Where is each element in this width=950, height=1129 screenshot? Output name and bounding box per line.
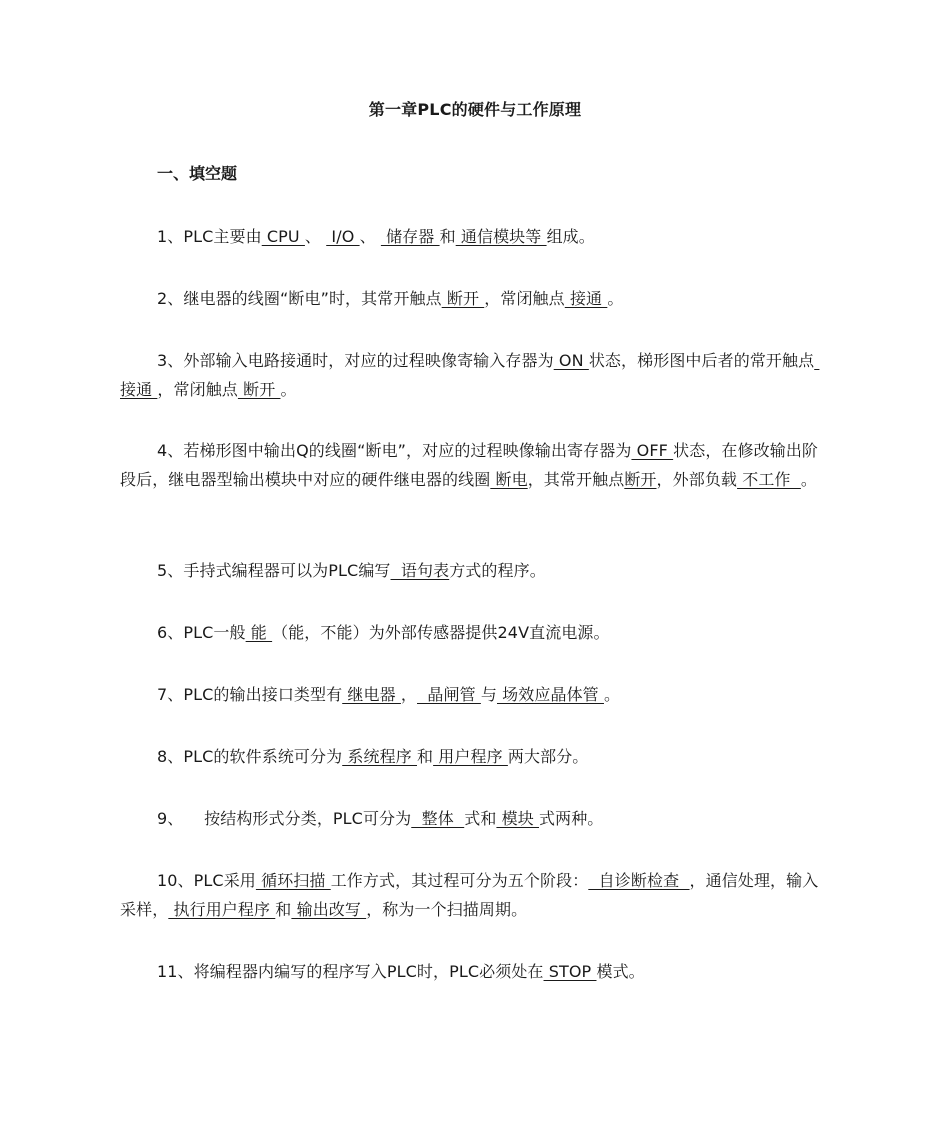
question-text: 工作方式，其过程可分为五个阶段： [330,871,589,890]
question-text: 。 [800,470,817,489]
question-3 [120,346,832,404]
question-text: 和 [439,227,456,246]
question-5 [120,556,832,585]
question-text: 。 [280,380,297,399]
answer-blank: 不工作 [737,470,801,489]
question-text: 9、 按结构形式分类，PLC可分为 [157,809,412,828]
question-2 [120,284,832,313]
answer-blank: 系统程序 [342,747,417,766]
question-text: 两大部分。 [507,747,589,766]
answer-blank: CPU [261,227,305,246]
question-text: 式两种。 [539,809,604,828]
answer-blank: 整体 [411,809,465,828]
question-text: 10、PLC采用 [157,871,256,890]
question-text: ，常闭触点 [157,380,238,399]
question-text: 状态，在修改输出阶段后，继电器型输出模块中对应的硬件继电器的线圈 [120,441,819,489]
section-heading: 一、填空题 [157,164,238,183]
question-10 [120,866,832,924]
question-7 [120,680,832,709]
question-text: 6、PLC一般 [157,623,246,642]
answer-blank: 能 [245,623,273,642]
question-text: 与 [480,685,497,704]
question-text: 模式。 [596,962,645,981]
question-text: 3、外部输入电路接通时，对应的过程映像寄输入存器为 [157,351,554,370]
answer-blank: 模块 [496,809,539,828]
question-text: 8、PLC的软件系统可分为 [157,747,343,766]
question-text: 和 [275,900,292,919]
question-text: 方式的程序。 [449,561,546,580]
question-text: ，外部负载 [656,470,738,489]
answer-blank: 断开 [441,289,485,308]
answer-blank: 接通 [120,351,820,399]
question-text: 、 [304,227,327,246]
question-text: ，通信处理，输入采样， [120,871,819,919]
question-text: 7、PLC的输出接口类型有 [157,685,343,704]
answer-blank: 输出改写 [291,900,367,919]
answer-blank: 通信模块等 [455,227,547,246]
answer-blank: STOP [543,962,597,981]
answer-blank: 断电 [490,470,528,489]
question-text: 4、若梯形图中输出Q的线圈“断电”，对应的过程映像输出寄存器为 [157,441,632,460]
answer-blank: 自诊断检查 [588,871,690,890]
answer-blank: 用户程序 [433,747,508,766]
answer-blank: 执行用户程序 [168,900,276,919]
answer-blank: 储存器 [380,227,440,246]
question-text: ， [400,685,418,704]
answer-blank: 继电器 [342,685,401,704]
question-text: 2、继电器的线圈“断电”时，其常开触点 [157,289,442,308]
answer-blank: 场效应晶体管 [496,685,604,704]
question-text: 状态，梯形图中后者的常开触点 [588,351,815,370]
question-1 [120,222,832,251]
question-text: 5、手持式编程器可以为PLC编写 [157,561,391,580]
question-text: 11、将编程器内编写的程序写入PLC时，PLC必须处在 [157,962,544,981]
question-11 [120,957,832,986]
question-text: 和 [417,747,434,766]
question-text: 式和 [464,809,497,828]
question-text: 1、PLC主要由 [157,227,262,246]
question-text: 、 [359,227,381,246]
question-9 [120,804,832,833]
answer-blank: 晶闸管 [417,685,481,704]
answer-blank: 循环扫描 [255,871,331,890]
answer-blank: OFF [631,441,674,460]
question-text: ，常闭触点 [484,289,565,308]
page-title: 第一章PLC的硬件与工作原理 [368,100,582,119]
question-8 [120,742,832,771]
answer-blank: 断开 [624,470,657,489]
question-text: （能，不能）为外部传感器提供24V直流电源。 [272,623,610,642]
answer-blank: ON [553,351,589,370]
question-text: ，其常开触点 [527,470,625,489]
question-text: 。 [607,289,624,308]
question-text: 。 [603,685,621,704]
answer-blank: I/O [326,227,360,246]
question-text: 组成。 [546,227,595,246]
question-4 [120,436,832,494]
answer-blank: 接通 [564,289,608,308]
answer-blank: 语句表 [390,561,450,580]
question-text: ，称为一个扫描周期。 [366,900,528,919]
question-6 [120,618,832,647]
answer-blank: 断开 [237,380,281,399]
